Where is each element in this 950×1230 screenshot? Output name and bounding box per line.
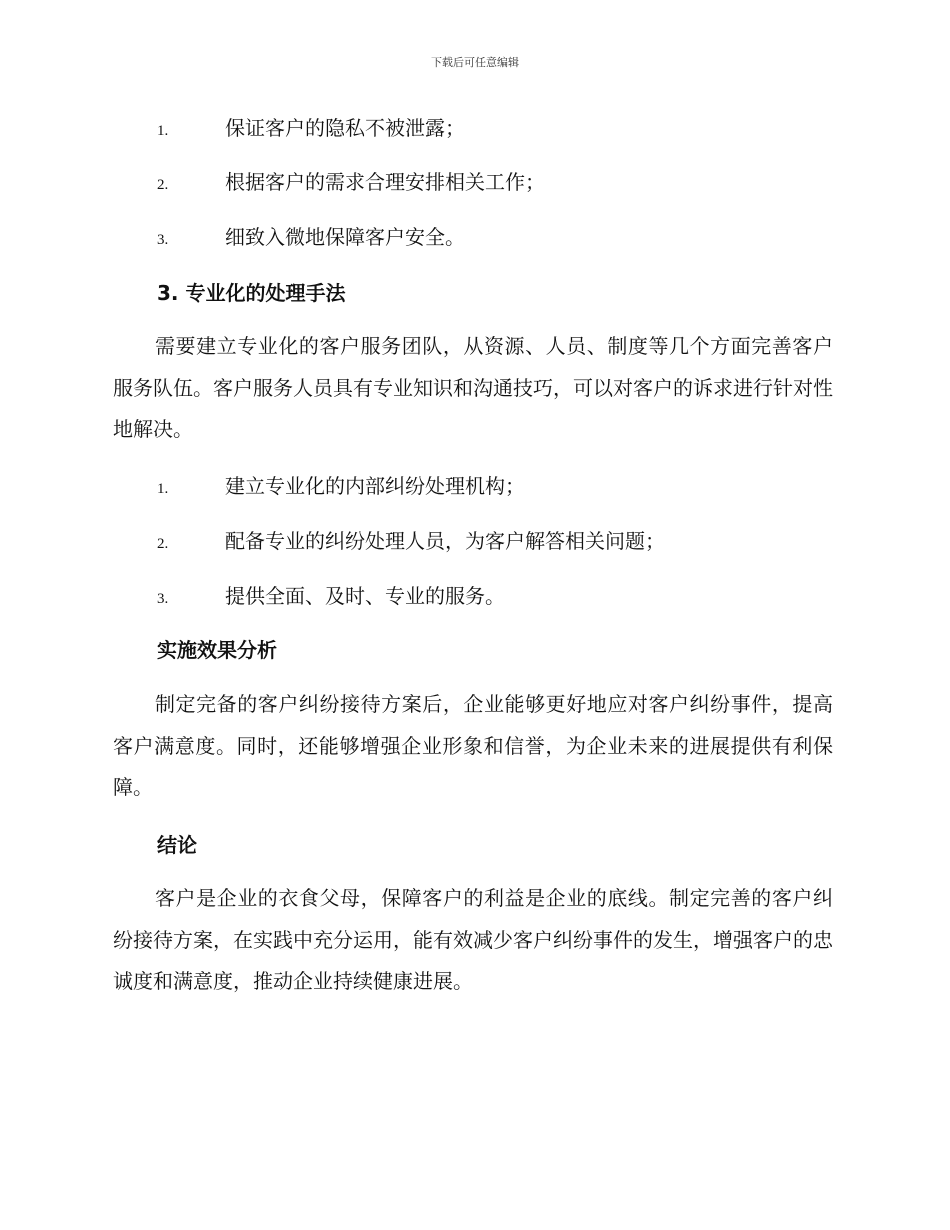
list-text: 细致入微地保障客户安全。 (225, 225, 465, 249)
section-heading: 3. 专业化的处理手法 (157, 281, 346, 305)
list-number: 1. (157, 481, 169, 497)
section-paragraph: 制定完备的客户纠纷接待方案后，企业能够更好地应对客户纠纷事件，提高客户满意度。同时，还能够增强企业形象和信誉，为企业未来的进展提供有利保障。 (113, 692, 833, 799)
list-text: 建立专业化的内部纠纷处理机构； (225, 474, 525, 498)
section-paragraph: 需要建立专业化的客户服务团队，从资源、人员、制度等几个方面完善客户服务队伍。客户服务人员具有专业知识和沟通技巧，可以对客户的诉求进行针对性地解决。 (113, 334, 833, 441)
list-text: 根据客户的需求合理安排相关工作； (225, 170, 545, 194)
list-item (157, 223, 465, 254)
section-paragraph: 客户是企业的衣食父母，保障客户的利益是企业的底线。制定完善的客户纠纷接待方案，在实践中充分运用，能有效减少客户纠纷事件的发生，增强客户的忠诚度和满意度，推动企业持续健康进展。 (113, 886, 833, 993)
list-number: 3. (157, 591, 169, 607)
list-number: 2. (157, 177, 169, 193)
list-text: 保证客户的隐私不被泄露； (225, 116, 465, 140)
list-item (157, 114, 465, 145)
list-number: 1. (157, 123, 169, 139)
list-item (157, 582, 505, 613)
list-text: 提供全面、及时、专业的服务。 (225, 584, 505, 608)
list-text: 配备专业的纠纷处理人员，为客户解答相关问题； (225, 529, 665, 553)
list-number: 3. (157, 232, 169, 248)
section-heading: 实施效果分析 (157, 638, 277, 662)
section-heading: 结论 (157, 833, 197, 857)
list-item (157, 527, 665, 558)
list-number: 2. (157, 536, 169, 552)
page-header: 下载后可任意编辑 (431, 56, 519, 69)
list-item (157, 472, 525, 503)
list-item (157, 168, 545, 199)
